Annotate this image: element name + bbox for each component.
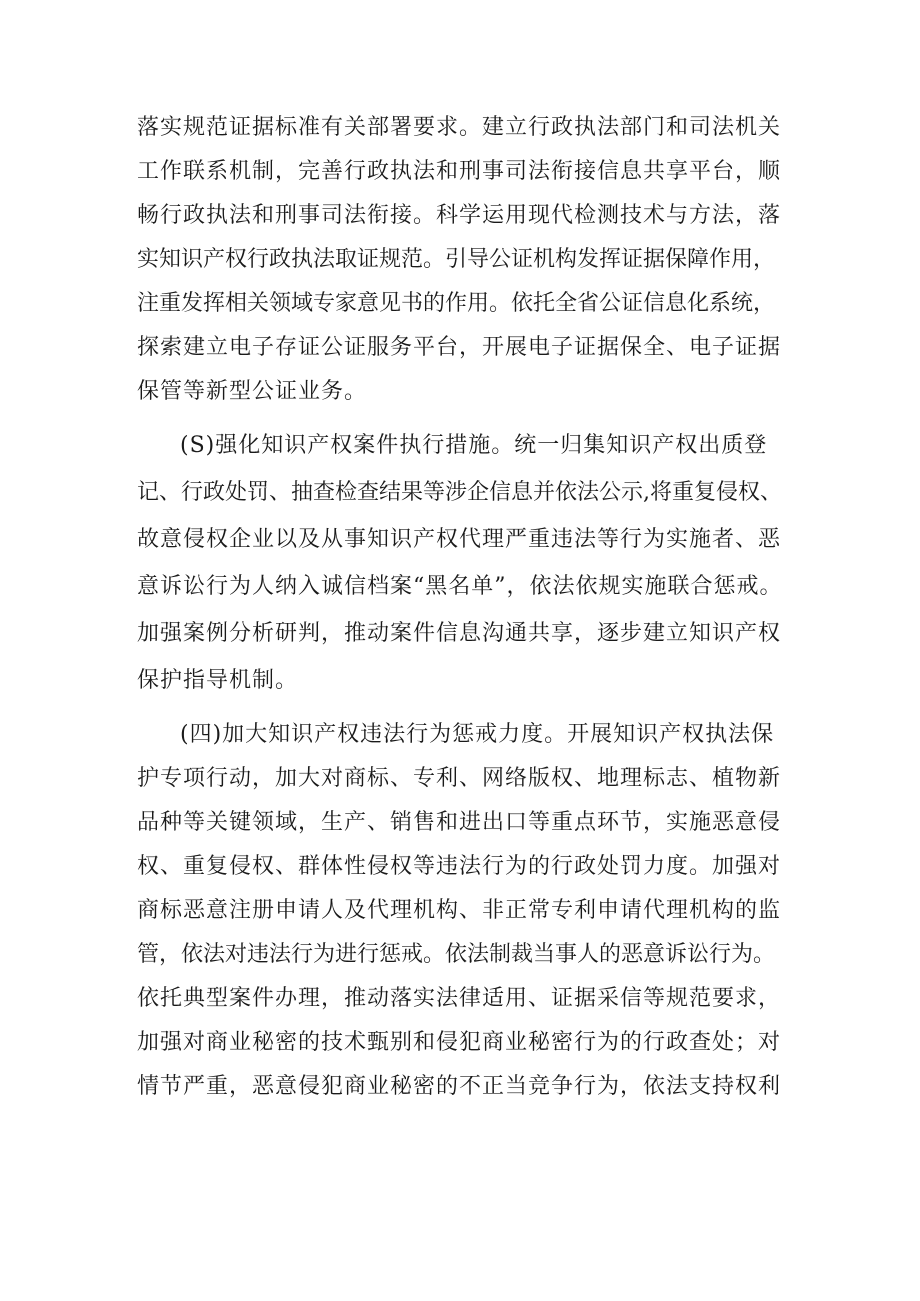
- text-line: 加强案例分析研判，推动案件信息沟通共享，逐步建立知识产权: [137, 621, 782, 646]
- paragraph-first-line: (S)强化知识产权案件执行措施。统一归集知识产权出质登: [180, 433, 768, 458]
- text-line: 意诉讼行为人纳入诚信档案“黑名单”，依法依规实施联合惩戒。: [137, 574, 783, 599]
- text-line: 依托典型案件办理，推动落实法律适用、证据采信等规范要求，: [137, 986, 782, 1011]
- text-line: 护专项行动，加大对商标、专利、网络版权、地理标志、植物新: [137, 766, 782, 791]
- text-line: 注重发挥相关领域专家意见书的作用。依托全省公证信息化系统，: [137, 291, 776, 316]
- text-line: 管，依法对违法行为进行惩戒。依法制裁当事人的恶意诉讼行为。: [137, 942, 776, 967]
- text-line: 故意侵权企业以及从事知识产权代理严重违法等行为实施者、恶: [137, 527, 782, 552]
- text-line: 实知识产权行政执法取证规范。引导公证机构发挥证据保障作用，: [137, 247, 776, 272]
- text-line: 探索建立电子存证公证服务平台，开展电子证据保全、电子证据: [137, 335, 782, 360]
- text-line: 商标恶意注册申请人及代理机构、非正常专利申请代理机构的监: [137, 898, 782, 923]
- text-line: 情节严重，恶意侵犯商业秘密的不正当竞争行为，依法支持权利: [137, 1074, 782, 1099]
- text-line: 权、重复侵权、群体性侵权等违法行为的行政处罚力度。加强对: [137, 854, 782, 879]
- text-line: 落实规范证据标准有关部署要求。建立行政执法部门和司法机关: [137, 115, 782, 140]
- paragraph-first-line: (四)加大知识产权违法行为惩戒力度。开展知识产权执法保: [180, 722, 775, 747]
- text-line: 工作联系机制，完善行政执法和刑事司法衔接信息共享平台，顺: [137, 159, 782, 184]
- text-line: 畅行政执法和刑事司法衔接。科学运用现代检测技术与方法，落: [137, 203, 782, 228]
- text-line: 保护指导机制。: [137, 668, 299, 693]
- text-line: 记、行政处罚、抽查检查结果等涉企信息并依法公示,将重复侵权、: [137, 480, 782, 505]
- text-line: 品种等关键领域，生产、销售和进出口等重点环节，实施恶意侵: [137, 810, 782, 835]
- text-line: 保管等新型公证业务。: [137, 379, 368, 404]
- text-line: 加强对商业秘密的技术甄别和侵犯商业秘密行为的行政查处；对: [137, 1030, 782, 1055]
